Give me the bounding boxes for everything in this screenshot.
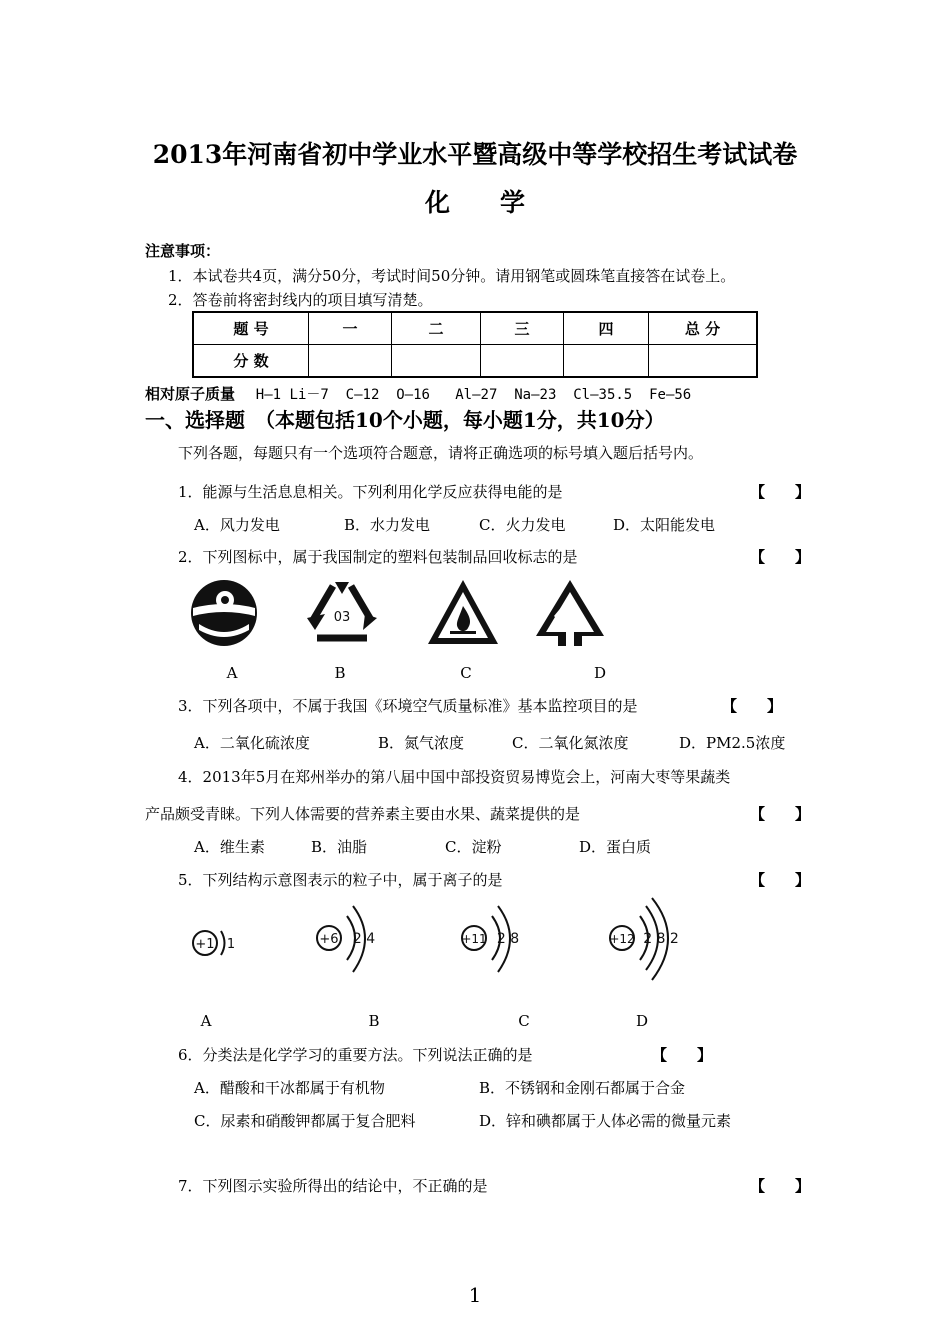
q2-label-d: D — [593, 664, 607, 682]
q6-option-d: D．锌和碘都属于人体必需的微量元素 — [479, 1112, 732, 1130]
atom-structure-d-diagram — [602, 896, 694, 984]
recycle-symbol-a-icon — [189, 578, 259, 648]
q5-label-d: D — [635, 1012, 649, 1030]
nucleus-label: +12 — [609, 932, 635, 946]
q3-option-a: A．二氧化硫浓度 — [194, 734, 310, 752]
nucleus-label: +11 — [461, 932, 487, 946]
score-cell[interactable] — [481, 345, 564, 378]
answer-bracket[interactable]: 【 】 — [750, 871, 811, 889]
q5-label-c: C — [518, 1012, 530, 1030]
question-4-stem-line1: 4．2013年5月在郑州举办的第八届中国中部投资贸易博览会上，河南大枣等果蔬类 — [178, 768, 731, 786]
question-3-stem: 3．下列各项中，不属于我国《环境空气质量标准》基本监控项目的是 — [178, 697, 638, 715]
q6-option-a: A．醋酸和干冰都属于有机物 — [194, 1079, 385, 1097]
q4-option-b: B．油脂 — [311, 838, 368, 856]
icon-b-text: 03 — [333, 610, 351, 625]
plastic-recycle-03-icon — [303, 578, 381, 648]
q1-option-a: A．风力发电 — [194, 516, 280, 534]
q1-option-c: C．火力发电 — [479, 516, 566, 534]
recycle-arrow-d-icon — [534, 576, 606, 648]
score-header: 三 — [481, 312, 564, 345]
q6-option-b: B．不锈钢和金刚石都属于合金 — [479, 1079, 686, 1097]
question-6-stem: 6．分类法是化学学习的重要方法。下列说法正确的是 — [178, 1046, 533, 1064]
score-row-label: 分 数 — [193, 345, 309, 378]
q5-label-a: A — [200, 1012, 212, 1030]
q5-label-b: B — [368, 1012, 380, 1030]
q2-label-a: A — [226, 664, 238, 682]
question-4-stem-line2: 产品颇受青睐。下列人体需要的营养素主要由水果、蔬菜提供的是 — [145, 805, 581, 823]
electron-label: 1 — [226, 937, 236, 952]
score-header: 四 — [564, 312, 649, 345]
score-header: 题 号 — [193, 312, 309, 345]
answer-bracket[interactable]: 【 】 — [722, 697, 783, 715]
q1-option-d: D．太阳能发电 — [613, 516, 716, 534]
answer-bracket[interactable]: 【 】 — [750, 548, 811, 566]
q1-option-b: B．水力发电 — [344, 516, 431, 534]
answer-bracket[interactable]: 【 】 — [652, 1046, 713, 1064]
question-2-stem: 2．下列图标中，属于我国制定的塑料包装制品回收标志的是 — [178, 548, 578, 566]
question-1-stem: 1．能源与生活息息相关。下列利用化学反应获得电能的是 — [178, 483, 563, 501]
atomic-mass-line — [145, 383, 691, 404]
q4-option-c: C．淀粉 — [445, 838, 502, 856]
atom-structure-b-diagram — [309, 900, 389, 980]
section-instruction: 下列各题，每题只有一个选项符合题意，请将正确选项的标号填入题后括号内。 — [178, 444, 704, 462]
subject-title: 化 学 — [424, 188, 525, 217]
score-table — [192, 311, 758, 378]
answer-bracket[interactable]: 【 】 — [750, 483, 811, 501]
score-header: 一 — [309, 312, 392, 345]
atomic-mass-label: 相对原子质量 — [145, 385, 236, 403]
note-item: 2．答卷前将密封线内的项目填写清楚。 — [168, 291, 433, 309]
q3-option-c: C．二氧化氮浓度 — [512, 734, 629, 752]
q2-label-c: C — [460, 664, 472, 682]
score-header: 总 分 — [649, 312, 758, 345]
score-cell[interactable] — [392, 345, 481, 378]
score-header: 二 — [392, 312, 481, 345]
electron-label: 2 4 — [352, 931, 376, 947]
answer-bracket[interactable]: 【 】 — [750, 1177, 811, 1195]
answer-bracket[interactable]: 【 】 — [750, 805, 811, 823]
score-cell[interactable] — [309, 345, 392, 378]
question-7-stem: 7．下列图示实验所得出的结论中，不正确的是 — [178, 1177, 488, 1195]
q2-label-b: B — [334, 664, 346, 682]
electron-label: 2 8 2 — [643, 931, 679, 947]
note-item: 1．本试卷共4页，满分50分，考试时间50分钟。请用钢笔或圆珠笔直接答在试卷上。 — [168, 267, 736, 285]
q6-option-c: C．尿素和硝酸钾都属于复合肥料 — [194, 1112, 416, 1130]
question-5-stem: 5．下列结构示意图表示的粒子中，属于离子的是 — [178, 871, 503, 889]
q3-option-b: B．氮气浓度 — [378, 734, 465, 752]
electron-label: 2 8 — [496, 931, 520, 947]
atom-structure-c-diagram — [456, 900, 536, 980]
q3-option-d: D．PM2.5浓度 — [679, 734, 786, 752]
atom-structure-a-diagram — [188, 918, 240, 968]
notes-heading: 注意事项： — [145, 242, 221, 260]
q4-option-a: A．维生素 — [194, 838, 265, 856]
section-heading: 一、选择题 （本题包括10个小题，每小题1分，共10分） — [145, 408, 665, 432]
exam-title: 2013年河南省初中学业水平暨高级中等学校招生考试试卷 — [152, 140, 798, 169]
nucleus-label: +6 — [319, 932, 339, 947]
q4-option-d: D．蛋白质 — [579, 838, 652, 856]
nucleus-label: +1 — [195, 937, 215, 952]
flammable-warning-icon — [424, 576, 502, 648]
score-cell[interactable] — [564, 345, 649, 378]
page-number: 1 — [468, 1283, 482, 1307]
atomic-mass-values: H—1 Li－7 C—12 O—16 Al—27 Na—23 Cl—35.5 Fe—56 — [255, 387, 692, 403]
score-cell[interactable] — [649, 345, 758, 378]
